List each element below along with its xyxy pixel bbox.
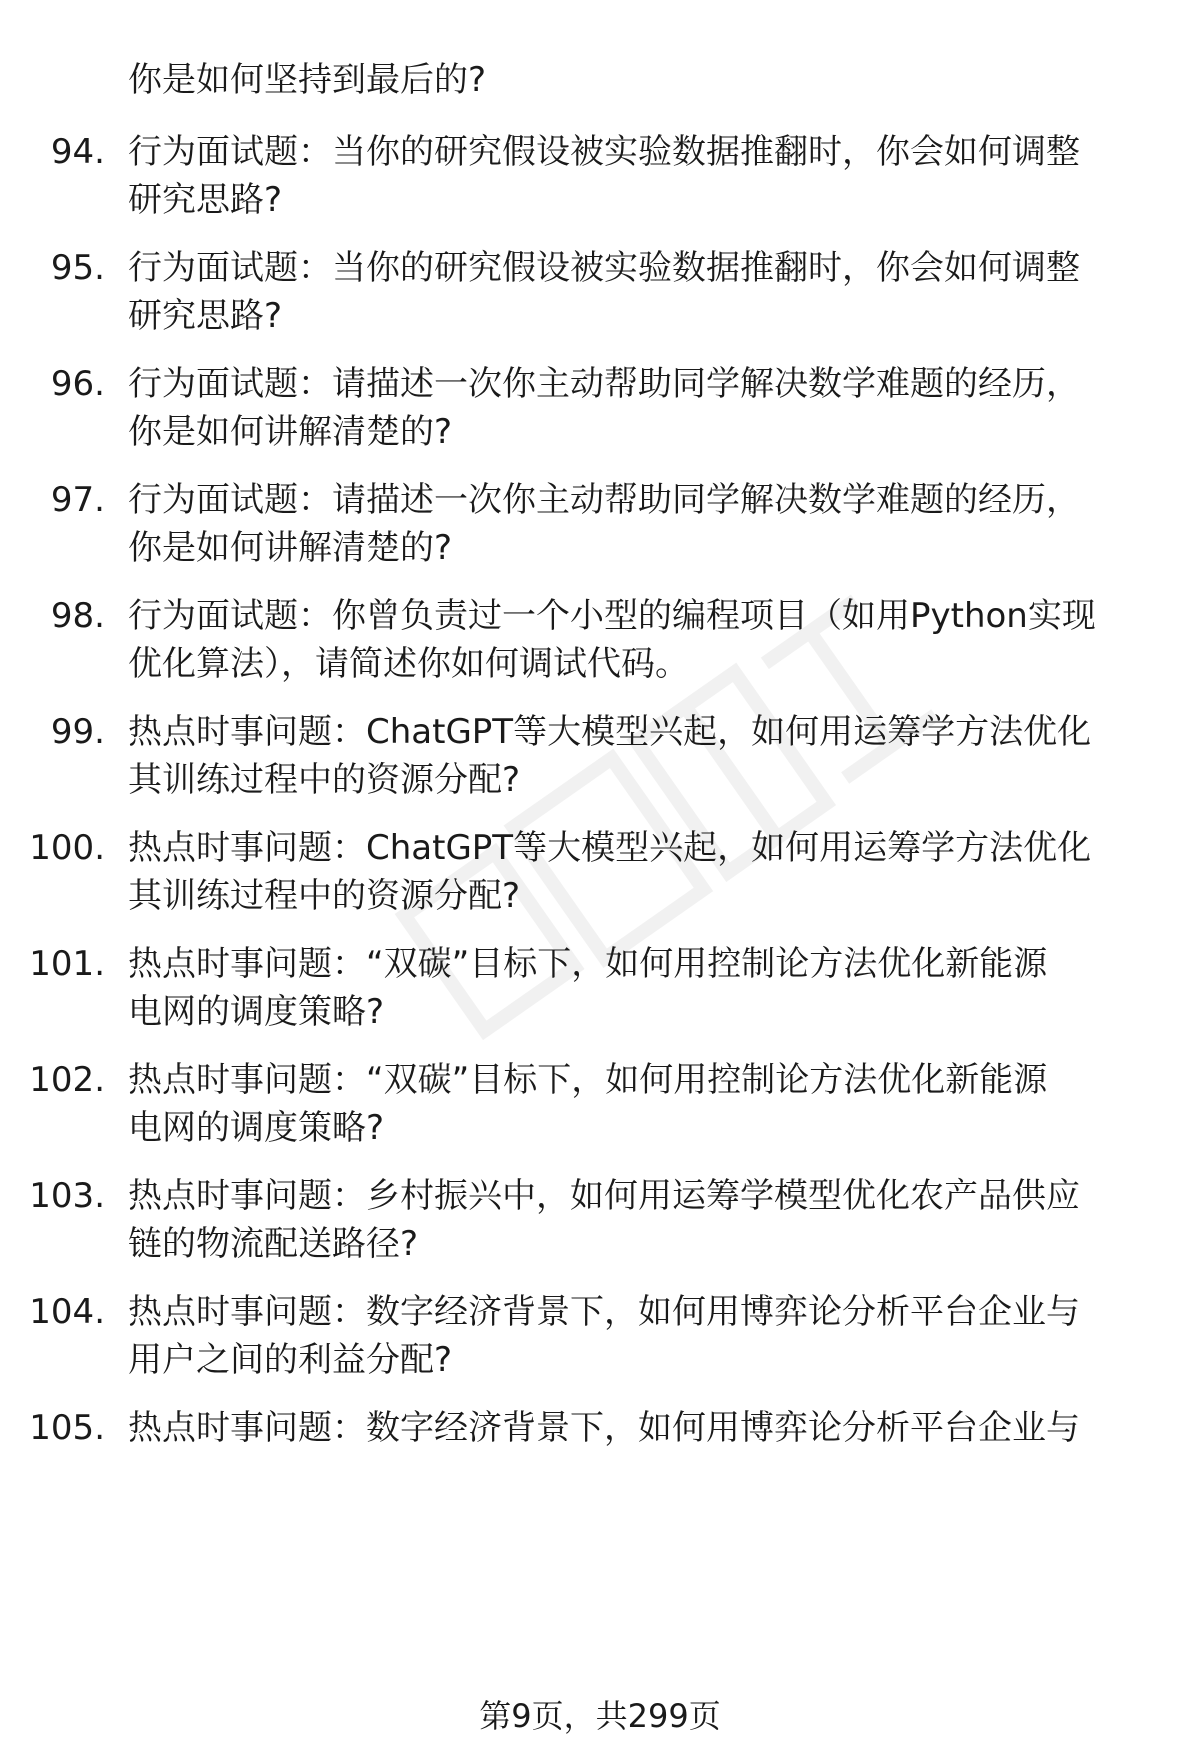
item-number: 104. <box>29 1292 105 1332</box>
item-number: 102. <box>29 1060 105 1100</box>
item-text-line1: 行为面试题：你曾负责过一个小型的编程项目（如用Python实现 <box>128 596 1096 636</box>
item-text-line2: 研究思路? <box>128 296 283 336</box>
item-text-line1: 热点时事问题：ChatGPT等大模型兴起，如何用运筹学方法优化 <box>128 828 1092 868</box>
item-number: 97. <box>50 480 105 520</box>
item-number: 96. <box>50 364 105 404</box>
item-text-line1: 热点时事问题：数字经济背景下，如何用博弈论分析平台企业与 <box>128 1292 1080 1332</box>
item-text-line2: 其训练过程中的资源分配? <box>128 876 521 916</box>
item-number: 98. <box>50 596 105 636</box>
item-text-line1: 热点时事问题：ChatGPT等大模型兴起，如何用运筹学方法优化 <box>128 712 1092 752</box>
leading-continuation-text: 你是如何坚持到最后的? <box>128 60 487 100</box>
item-text-line2: 优化算法），请简述你如何调试代码。 <box>128 644 689 684</box>
item-number: 101. <box>29 944 105 984</box>
item-text-line1: 行为面试题：当你的研究假设被实验数据推翻时，你会如何调整 <box>128 132 1080 172</box>
item-text-line2: 链的物流配送路径? <box>128 1224 419 1264</box>
item-text-line1: 行为面试题：请描述一次你主动帮助同学解决数学难题的经历， <box>128 480 1080 520</box>
item-number: 99. <box>50 712 105 752</box>
item-number: 94. <box>50 132 105 172</box>
item-text-line2: 研究思路? <box>128 180 283 220</box>
item-number: 95. <box>50 248 105 288</box>
item-text-line2: 电网的调度策略? <box>128 992 385 1032</box>
item-number: 105. <box>29 1408 105 1448</box>
item-text-line1: 行为面试题：请描述一次你主动帮助同学解决数学难题的经历， <box>128 364 1080 404</box>
item-text-line2: 电网的调度策略? <box>128 1108 385 1148</box>
page-footer: 第9页，共299页 <box>479 1697 721 1735</box>
item-text-line1: 热点时事问题：“双碳”目标下，如何用控制论方法优化新能源 <box>128 944 1048 984</box>
item-text-line1: 热点时事问题：数字经济背景下，如何用博弈论分析平台企业与 <box>128 1408 1080 1448</box>
item-text-line1: 行为面试题：当你的研究假设被实验数据推翻时，你会如何调整 <box>128 248 1080 288</box>
item-text-line2: 用户之间的利益分配? <box>128 1340 453 1380</box>
item-text-line1: 热点时事问题：乡村振兴中，如何用运筹学模型优化农产品供应 <box>128 1176 1080 1216</box>
item-number: 100. <box>29 828 105 868</box>
item-text-line2: 其训练过程中的资源分配? <box>128 760 521 800</box>
item-text-line2: 你是如何讲解清楚的? <box>128 528 453 568</box>
item-number: 103. <box>29 1176 105 1216</box>
item-text-line1: 热点时事问题：“双碳”目标下，如何用控制论方法优化新能源 <box>128 1060 1048 1100</box>
item-text-line2: 你是如何讲解清楚的? <box>128 412 453 452</box>
